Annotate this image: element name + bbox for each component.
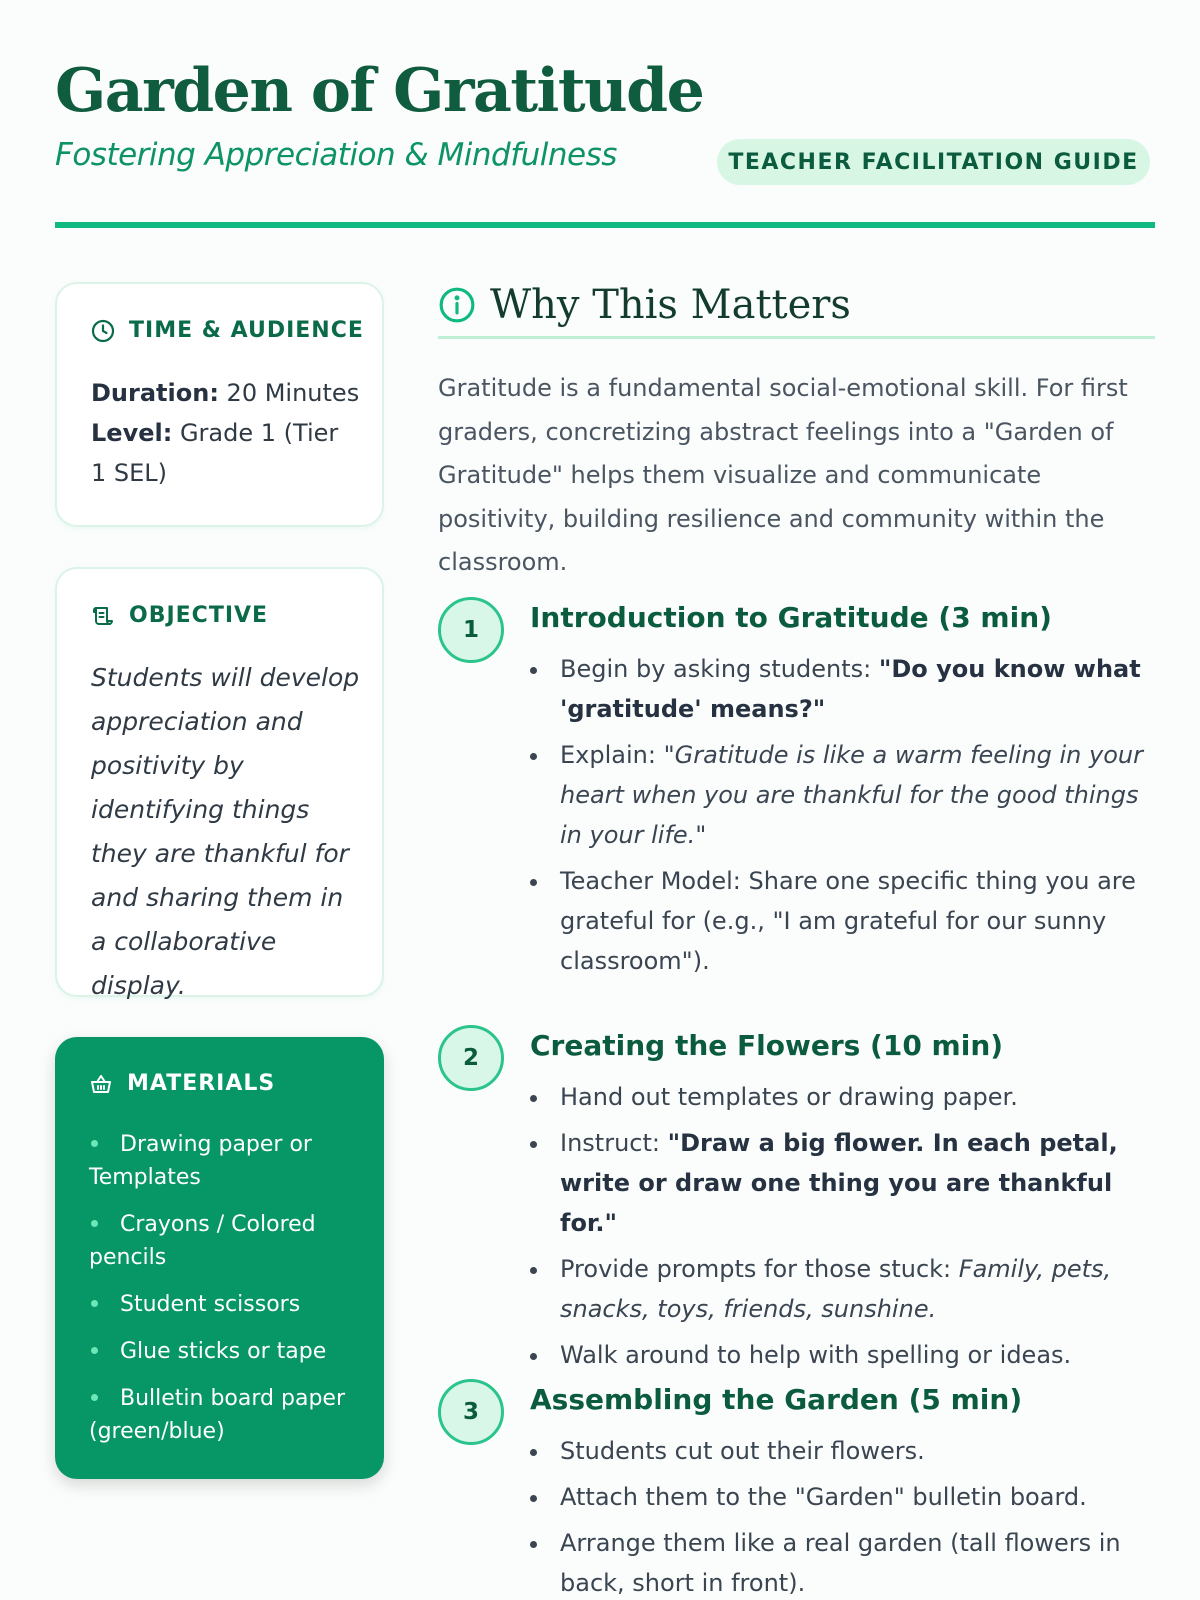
step-item-text: Instruct: [560,1129,668,1157]
bullet-icon [91,1394,98,1401]
duration-label: Duration: [91,379,219,407]
materials-item [89,1382,359,1448]
level-value: Grade 1 (Tier 1 SEL) [91,419,339,487]
guide-badge: TEACHER FACILITATION GUIDE [717,139,1150,185]
step-item-examples: Family, pets, snacks, toys, friends, sunshine. [560,1255,1112,1323]
materials-item [89,1335,359,1368]
step-item-text: Attach them to the "Garden" bulletin board. [560,1483,1087,1511]
step-item-emphasis: "Do you know what 'gratitude' means?" [560,655,1141,723]
materials-item-text: Crayons / Colored pencils [89,1212,316,1270]
step-item [530,1335,1155,1375]
step-list [530,649,1155,987]
materials-list [89,1128,359,1448]
step-title: Introduction to Gratitude (3 min) [530,601,1052,634]
step-item [530,1431,1155,1471]
materials-card [55,1037,384,1479]
page-subtitle: Fostering Appreciation & Mindfulness [55,137,617,173]
step-item [530,1523,1155,1600]
step-item-text: Walk around to help with spelling or ideas. [560,1341,1072,1369]
level-line [91,413,361,493]
info-icon [438,286,476,324]
step-item-text: Begin by asking students: [560,655,879,683]
bullet-icon [91,1140,98,1147]
materials-item [89,1128,359,1194]
step-item [530,861,1155,981]
scroll-icon [91,604,115,628]
header-divider [55,222,1155,228]
step-item-text: Teacher Model: Share one specific thing you are grateful for (e.g., "I am grateful for our sunny classroom"). [560,867,1136,975]
materials-item [89,1288,359,1321]
step-item-text: Arrange them like a real garden (tall flowers in back, short in front). [560,1529,1121,1597]
main-content [438,282,1155,1597]
step-item [530,1123,1155,1243]
step-number-badge: 1 [438,597,504,663]
step-item-text: Explain: [560,741,664,769]
why-heading [438,282,1155,339]
step-item [530,1249,1155,1329]
step-list [530,1077,1155,1381]
step-item-text: Provide prompts for those stuck: [560,1255,959,1283]
page-title: Garden of Gratitude [55,56,704,126]
time-audience-heading [91,318,382,343]
step-item-quote: "Gratitude is like a warm feeling in your heart when you are thankful for the good things in your life." [560,741,1143,849]
step-item [530,735,1155,855]
level-label: Level: [91,419,173,447]
materials-item-text: Drawing paper or Templates [89,1132,312,1190]
objective-card [55,567,384,1000]
step-item-emphasis: "Draw a big flower. In each petal, write or draw one thing you are thankful for." [560,1129,1118,1237]
bullet-icon [91,1220,98,1227]
why-heading-text: Why This Matters [490,282,851,328]
step-title: Assembling the Garden (5 min) [530,1383,1023,1416]
step-list [530,1431,1155,1600]
page-header [55,55,1150,175]
step-title: Creating the Flowers (10 min) [530,1029,1004,1062]
clock-icon [91,319,115,343]
objective-text: Students will develop appreciation and positivity by identifying things they are thankful for and sharing them in a collaborative display. [91,663,360,1000]
time-audience-heading-text: TIME & AUDIENCE [129,318,364,343]
materials-heading-text: MATERIALS [127,1071,276,1096]
time-audience-details [91,373,361,493]
step-item [530,1477,1155,1517]
step-number-badge: 3 [438,1379,504,1445]
objective-heading-text: OBJECTIVE [129,603,269,628]
step-item [530,1077,1155,1117]
basket-icon [89,1072,113,1096]
bullet-icon [91,1347,98,1354]
materials-heading [89,1071,384,1096]
materials-item-text: Student scissors [120,1292,301,1317]
duration-value: 20 Minutes [218,379,360,407]
step-item-text: Hand out templates or drawing paper. [560,1083,1018,1111]
time-audience-card [55,282,384,527]
why-text: Gratitude is a fundamental social-emotional skill. For first graders, concretizing abstract feelings into a "Garden of Gratitude" helps them visualize and communicate positivity, building resilience and community within the classroom. [438,374,1128,576]
step-item-text: Students cut out their flowers. [560,1437,925,1465]
materials-item-text: Bulletin board paper (green/blue) [89,1386,345,1444]
materials-item-text: Glue sticks or tape [120,1339,327,1364]
materials-item [89,1208,359,1274]
duration-line [91,373,361,413]
objective-heading [91,603,382,628]
bullet-icon [91,1300,98,1307]
step-number-badge: 2 [438,1025,504,1091]
step-item [530,649,1155,729]
